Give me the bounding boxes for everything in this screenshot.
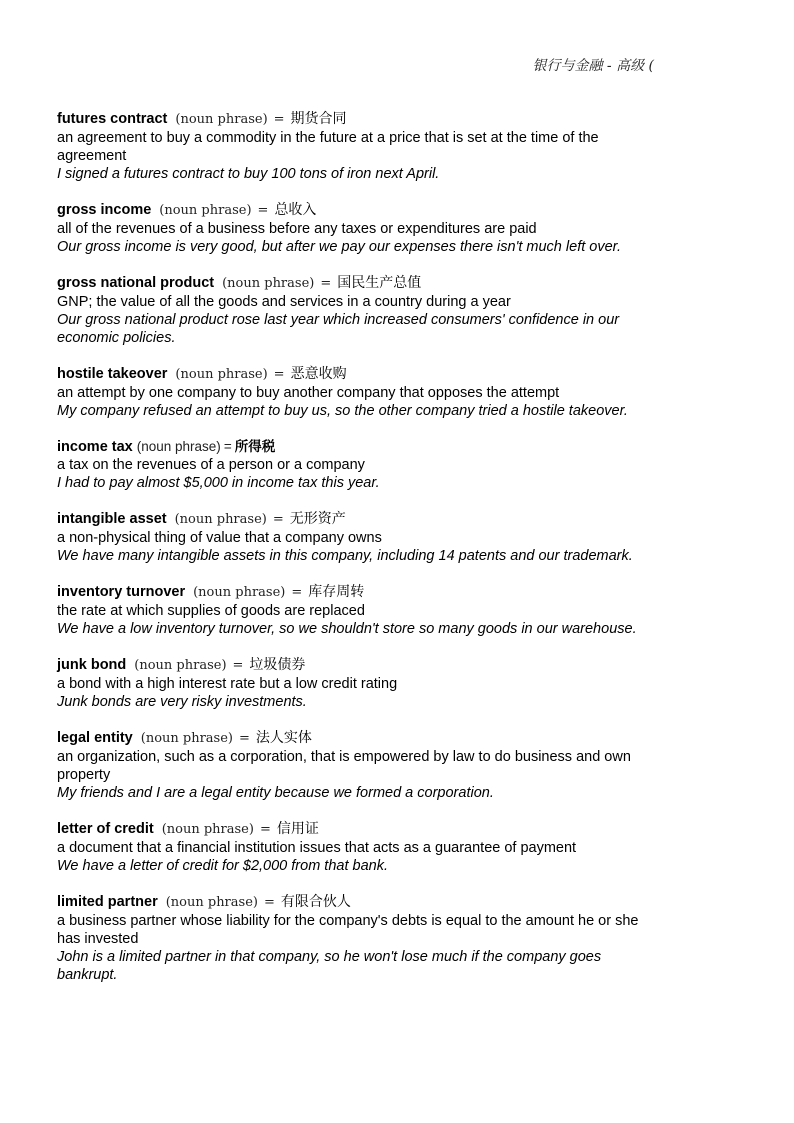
- entry-translation: 法人实体: [255, 730, 312, 746]
- entry-part-of-speech: (noun phrase): [222, 276, 315, 291]
- entry-example: We have a low inventory turnover, so we shouldn't store so many goods in our warehouse.: [57, 621, 637, 637]
- entry-definition: all of the revenues of a business before any taxes or expenditures are paid: [57, 221, 537, 237]
- entry-term: intangible asset: [57, 511, 167, 527]
- entry-example: We have a letter of credit for $2,000 from that bank.: [57, 858, 388, 874]
- entry-heading: [57, 583, 657, 602]
- entry-term: limited partner: [57, 894, 158, 910]
- entry-definition: a document that a financial institution issues that acts as a guarantee of payment: [57, 840, 577, 856]
- entry-term: junk bond: [57, 657, 127, 673]
- entry-heading: [57, 510, 657, 529]
- entry-translation: 总收入: [274, 202, 317, 218]
- entry-term: income tax: [57, 439, 133, 455]
- entry-translation: 恶意收购: [290, 366, 347, 382]
- glossary-entry: [57, 365, 657, 420]
- entry-definition: a tax on the revenues of a person or a company: [57, 457, 365, 473]
- entry-equals: =: [291, 585, 303, 600]
- entry-part-of-speech: (noun phrase): [161, 822, 254, 837]
- entry-heading: [57, 820, 657, 839]
- entry-term: letter of credit: [57, 821, 154, 837]
- entry-example: My company refused an attempt to buy us, so the other company tried a hostile takeover.: [57, 403, 628, 419]
- entry-part-of-speech: (noun phrase): [193, 585, 286, 600]
- entry-example: I signed a futures contract to buy 100 tons of iron next April.: [57, 166, 440, 182]
- entry-translation: 无形资产: [289, 511, 346, 527]
- entry-heading: [57, 438, 657, 456]
- entry-heading: [57, 201, 657, 220]
- entry-part-of-speech: (noun phrase): [165, 895, 258, 910]
- entry-part-of-speech: (noun phrase): [174, 512, 267, 527]
- entry-equals: =: [320, 276, 332, 291]
- entry-translation: 垃圾债券: [249, 657, 306, 673]
- entry-part-of-speech: (noun phrase): [140, 731, 233, 746]
- glossary-entry: [57, 274, 657, 347]
- entry-heading: [57, 893, 657, 912]
- entry-example: Our gross national product rose last year which increased consumers' confidence in our economic policies.: [57, 312, 620, 346]
- entry-heading: [57, 110, 657, 129]
- entry-term: inventory turnover: [57, 584, 186, 600]
- entry-part-of-speech: (noun phrase): [175, 367, 268, 382]
- entry-part-of-speech: (noun phrase): [136, 439, 221, 454]
- entry-term: futures contract: [57, 111, 168, 127]
- entry-equals: =: [263, 895, 275, 910]
- glossary-entry: [57, 201, 657, 256]
- entry-definition: a bond with a high interest rate but a low credit rating: [57, 676, 398, 692]
- entry-example: I had to pay almost $5,000 in income tax this year.: [57, 475, 380, 491]
- glossary-entry: [57, 893, 657, 984]
- entry-example: Our gross income is very good, but after we pay our expenses there isn't much left over.: [57, 239, 621, 255]
- glossary-entry: [57, 438, 657, 492]
- glossary-entry: [57, 729, 657, 802]
- entry-term: gross income: [57, 202, 152, 218]
- entry-equals: =: [272, 512, 284, 527]
- entry-definition: a business partner whose liability for the company's debts is equal to the amount he or she has invested: [57, 913, 639, 947]
- glossary-entry: [57, 656, 657, 711]
- entry-part-of-speech: (noun phrase): [175, 112, 268, 127]
- entry-definition: an attempt by one company to buy another company that opposes the attempt: [57, 385, 560, 401]
- entry-equals: =: [273, 367, 285, 382]
- entry-translation: 信用证: [276, 821, 319, 837]
- entry-example: We have many intangible assets in this company, including 14 patents and our trademark.: [57, 548, 633, 564]
- entry-part-of-speech: (noun phrase): [159, 203, 252, 218]
- entry-translation: 所得税: [234, 439, 276, 454]
- entry-definition: an agreement to buy a commodity in the future at a price that is set at the time of the agreement: [57, 130, 599, 164]
- entry-equals: =: [232, 658, 244, 673]
- entry-definition: a non-physical thing of value that a company owns: [57, 530, 382, 546]
- glossary-list: [57, 110, 657, 1002]
- entry-term: legal entity: [57, 730, 133, 746]
- entry-equals: =: [239, 731, 250, 746]
- entry-translation: 有限合伙人: [280, 894, 351, 910]
- entry-term: hostile takeover: [57, 366, 168, 382]
- entry-definition: GNP; the value of all the goods and services in a country during a year: [57, 294, 511, 310]
- entry-equals: =: [273, 112, 285, 127]
- entry-definition: the rate at which supplies of goods are replaced: [57, 603, 365, 619]
- glossary-entry: [57, 110, 657, 183]
- glossary-entry: [57, 583, 657, 638]
- entry-equals: =: [223, 439, 232, 454]
- entry-term: gross national product: [57, 275, 215, 291]
- entry-equals: =: [259, 822, 271, 837]
- entry-heading: [57, 365, 657, 384]
- entry-part-of-speech: (noun phrase): [134, 658, 227, 673]
- entry-example: John is a limited partner in that company, so he won't lose much if the company goes bankrupt.: [57, 949, 602, 983]
- page-header: 银行与金融 - 高级 (: [532, 58, 654, 74]
- entry-heading: [57, 729, 657, 748]
- glossary-entry: [57, 510, 657, 565]
- entry-translation: 期货合同: [290, 111, 347, 127]
- entry-translation: 国民生产总值: [337, 275, 422, 291]
- entry-translation: 库存周转: [308, 584, 365, 600]
- glossary-entry: [57, 820, 657, 875]
- entry-example: My friends and I are a legal entity because we formed a corporation.: [57, 785, 494, 801]
- entry-heading: [57, 656, 657, 675]
- entry-example: Junk bonds are very risky investments.: [57, 694, 307, 710]
- entry-equals: =: [257, 203, 269, 218]
- entry-definition: an organization, such as a corporation, that is empowered by law to do business and own property: [57, 749, 631, 783]
- entry-heading: [57, 274, 657, 293]
